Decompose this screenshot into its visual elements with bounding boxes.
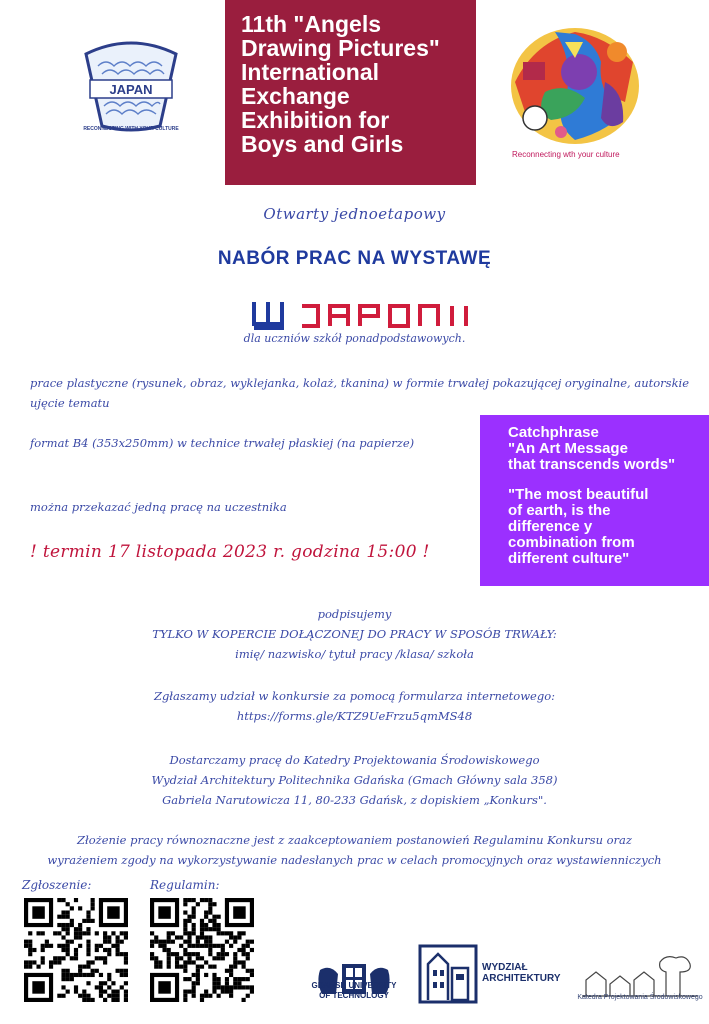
rules-qr-code[interactable]	[150, 898, 254, 1002]
collage-caption: Reconnecting wth your culture	[512, 150, 620, 159]
rule-one-work: można przekazać jedną pracę na uczestnika	[30, 500, 287, 514]
qr-label-rules: Regulamin:	[150, 878, 220, 892]
w-japonii-wordmark	[250, 298, 490, 332]
architecture-faculty-logo-icon	[418, 944, 478, 1004]
environmental-design-department-logo-icon	[580, 950, 700, 1000]
catchphrase-box	[480, 415, 709, 586]
deliver-line-1: Dostarczamy pracę do Katedry Projektowania Środowiskowego	[169, 753, 540, 767]
catchphrase-quote: "The most beautiful of earth, is the difference y combination from different culture"	[508, 486, 649, 567]
registration-info	[0, 686, 709, 726]
form-line-1: Zgłaszamy udział w konkursie za pomocą formularza internetowego:	[153, 689, 556, 703]
form-link[interactable]: https://forms.gle/KTZ9UeFrzu5qmMS48	[236, 709, 473, 723]
deliver-line-3: Gabriela Narutowicza 11, 80-233 Gdańsk, z dopiskiem „Konkurs".	[162, 793, 547, 807]
acceptance-note	[0, 830, 709, 870]
delivery-address	[0, 750, 709, 810]
art-collage-image	[505, 22, 645, 148]
audience-line: dla uczniów szkół ponadpodstawowych.	[243, 332, 466, 345]
registration-qr-code[interactable]	[24, 898, 128, 1002]
deliver-line-2: Wydział Architektury Politechnika Gdańska (Gmach Główny sala 358)	[151, 773, 558, 787]
title-banner	[225, 0, 476, 185]
accept-line-2: wyrażeniem zgody na wykorzystywanie nadesłanych prac w celach promocyjnych oraz wystawienniczych	[47, 853, 662, 867]
sign-line-3: imię/ nazwisko/ tytuł pracy /klasa/ szkoła	[235, 647, 474, 661]
japan-logo-word: JAPAN	[109, 82, 153, 97]
japan-logo-icon	[72, 34, 190, 139]
deadline-line: ! termin 17 listopada 2023 r. godzina 15:00 !	[30, 542, 430, 562]
rule-technique: prace plastyczne (rysunek, obraz, wyklejanka, kolaż, tkanina) w formie trwałej pokazującej oryginalne, autorskie ujęcie tematu	[30, 376, 690, 410]
open-call-line: Otwarty jednoetapowy	[263, 205, 446, 223]
rule-format: format B4 (353x250mm) w technice trwałej płaskiej (na papierze)	[30, 436, 415, 450]
title-text: 11th "Angels Drawing Pictures" International Exchange Exhibition for Boys and Girls	[241, 11, 440, 157]
catchphrase-title: Catchphrase "An Art Message that transcends words"	[508, 424, 676, 473]
qr-label-registration: Zgłoszenie:	[22, 878, 92, 892]
headline: NABÓR PRAC NA WYSTAWĘ	[217, 248, 492, 269]
gdansk-university-logo-icon	[306, 940, 402, 1020]
signature-instructions	[0, 604, 709, 664]
architecture-faculty-name: WYDZIAŁ ARCHITEKTURY	[482, 962, 561, 984]
accept-line-1: Złożenie pracy równoznaczne jest z zaakceptowaniem postanowień Regulaminu Konkursu oraz	[77, 833, 632, 847]
sign-line-1: podpisujemy	[317, 607, 392, 621]
japan-logo-caption: RECONNECTING WITH YOUR CULTURE	[83, 126, 179, 132]
gdansk-university-name: GDAŃSK UNIVERSITY OF TECHNOLOGY	[311, 981, 397, 1000]
sign-line-2: TYLKO W KOPERCIE DOŁĄCZONEJ DO PRACY W SPOSÓB TRWAŁY:	[152, 627, 557, 641]
environmental-design-department-name: Katedra Projektowania Środowiskowego	[577, 994, 703, 1001]
